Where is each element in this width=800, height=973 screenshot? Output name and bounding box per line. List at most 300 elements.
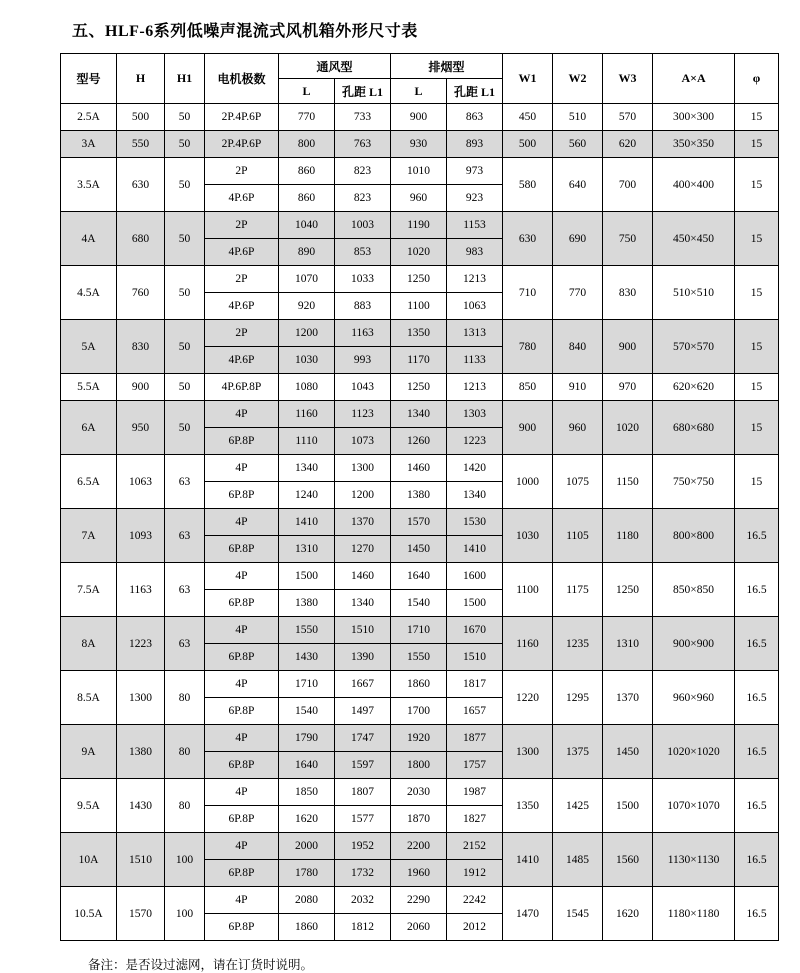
col-header-w1: W1 [503, 54, 553, 104]
cell-vent-hole: 883 [335, 293, 391, 320]
cell-h: 1510 [117, 833, 165, 887]
cell-w2: 560 [553, 131, 603, 158]
table-row [61, 779, 779, 806]
table-row [61, 617, 779, 644]
cell-axa: 450×450 [653, 212, 735, 266]
cell-exhaust-l: 1640 [391, 563, 447, 590]
cell-model: 5.5A [61, 374, 117, 401]
table-row [61, 320, 779, 347]
cell-w1: 1350 [503, 779, 553, 833]
cell-exhaust-l: 930 [391, 131, 447, 158]
cell-h: 500 [117, 104, 165, 131]
cell-vent-l: 1040 [279, 212, 335, 239]
cell-pole: 4P [205, 509, 279, 536]
cell-exhaust-hole: 893 [447, 131, 503, 158]
cell-exhaust-l: 1960 [391, 860, 447, 887]
cell-h: 830 [117, 320, 165, 374]
cell-exhaust-l: 1860 [391, 671, 447, 698]
cell-w3: 1450 [603, 725, 653, 779]
cell-w1: 630 [503, 212, 553, 266]
cell-exhaust-l: 1870 [391, 806, 447, 833]
cell-phi: 16.5 [735, 725, 779, 779]
cell-w1: 1220 [503, 671, 553, 725]
table-row [61, 725, 779, 752]
cell-vent-l: 1380 [279, 590, 335, 617]
cell-exhaust-l: 1170 [391, 347, 447, 374]
cell-exhaust-l: 1250 [391, 374, 447, 401]
cell-h: 1300 [117, 671, 165, 725]
cell-exhaust-l: 1920 [391, 725, 447, 752]
cell-w2: 1075 [553, 455, 603, 509]
cell-model: 2.5A [61, 104, 117, 131]
cell-exhaust-l: 1190 [391, 212, 447, 239]
cell-exhaust-hole: 863 [447, 104, 503, 131]
cell-phi: 16.5 [735, 509, 779, 563]
cell-exhaust-hole: 1757 [447, 752, 503, 779]
cell-vent-hole: 1460 [335, 563, 391, 590]
cell-exhaust-hole: 1313 [447, 320, 503, 347]
cell-axa: 300×300 [653, 104, 735, 131]
spec-table [60, 53, 779, 941]
cell-vent-hole: 1812 [335, 914, 391, 941]
table-row [61, 833, 779, 860]
cell-axa: 750×750 [653, 455, 735, 509]
table-row [61, 158, 779, 185]
cell-h1: 50 [165, 266, 205, 320]
footer-note: 备注：是否设过滤网，请在订货时说明。 [88, 958, 314, 972]
cell-exhaust-hole: 1670 [447, 617, 503, 644]
cell-w3: 620 [603, 131, 653, 158]
cell-exhaust-hole: 1133 [447, 347, 503, 374]
cell-exhaust-l: 1700 [391, 698, 447, 725]
cell-pole: 4P [205, 779, 279, 806]
cell-vent-l: 770 [279, 104, 335, 131]
cell-vent-l: 1030 [279, 347, 335, 374]
cell-vent-l: 1860 [279, 914, 335, 941]
cell-w3: 1020 [603, 401, 653, 455]
cell-axa: 570×570 [653, 320, 735, 374]
cell-pole: 6P.8P [205, 806, 279, 833]
cell-vent-l: 1080 [279, 374, 335, 401]
cell-vent-hole: 1390 [335, 644, 391, 671]
cell-exhaust-hole: 1600 [447, 563, 503, 590]
table-row [61, 455, 779, 482]
cell-pole: 6P.8P [205, 482, 279, 509]
cell-w1: 850 [503, 374, 553, 401]
cell-vent-hole: 2032 [335, 887, 391, 914]
cell-vent-l: 1550 [279, 617, 335, 644]
cell-pole: 6P.8P [205, 644, 279, 671]
cell-axa: 400×400 [653, 158, 735, 212]
cell-phi: 16.5 [735, 887, 779, 941]
cell-model: 7.5A [61, 563, 117, 617]
cell-exhaust-l: 1020 [391, 239, 447, 266]
table-row [61, 212, 779, 239]
table-header [61, 54, 779, 104]
cell-w3: 1370 [603, 671, 653, 725]
cell-vent-hole: 853 [335, 239, 391, 266]
cell-pole: 4P.6P [205, 293, 279, 320]
table-row [61, 887, 779, 914]
cell-pole: 4P.6P [205, 185, 279, 212]
cell-model: 6.5A [61, 455, 117, 509]
cell-vent-l: 1640 [279, 752, 335, 779]
cell-h1: 50 [165, 401, 205, 455]
cell-w1: 1410 [503, 833, 553, 887]
cell-vent-l: 1710 [279, 671, 335, 698]
cell-pole: 4P.6P [205, 347, 279, 374]
cell-phi: 15 [735, 374, 779, 401]
cell-exhaust-l: 1800 [391, 752, 447, 779]
cell-model: 5A [61, 320, 117, 374]
cell-pole: 4P [205, 455, 279, 482]
cell-vent-l: 1340 [279, 455, 335, 482]
cell-exhaust-hole: 1912 [447, 860, 503, 887]
cell-pole: 4P [205, 833, 279, 860]
col-header-vent-hole: 孔距 L1 [335, 79, 391, 104]
cell-exhaust-hole: 1063 [447, 293, 503, 320]
cell-vent-hole: 1043 [335, 374, 391, 401]
cell-pole: 6P.8P [205, 860, 279, 887]
cell-axa: 620×620 [653, 374, 735, 401]
cell-exhaust-hole: 1153 [447, 212, 503, 239]
cell-exhaust-hole: 1500 [447, 590, 503, 617]
cell-exhaust-hole: 923 [447, 185, 503, 212]
cell-w2: 1545 [553, 887, 603, 941]
cell-vent-hole: 993 [335, 347, 391, 374]
col-header-vent-group: 通风型 [279, 54, 391, 79]
cell-h: 900 [117, 374, 165, 401]
cell-pole: 4P.6P [205, 239, 279, 266]
cell-w3: 1150 [603, 455, 653, 509]
cell-vent-hole: 1732 [335, 860, 391, 887]
cell-axa: 800×800 [653, 509, 735, 563]
cell-w1: 1000 [503, 455, 553, 509]
cell-exhaust-l: 1010 [391, 158, 447, 185]
cell-w1: 1030 [503, 509, 553, 563]
cell-exhaust-hole: 1657 [447, 698, 503, 725]
cell-phi: 16.5 [735, 833, 779, 887]
cell-exhaust-l: 1260 [391, 428, 447, 455]
table-row [61, 131, 779, 158]
cell-w2: 910 [553, 374, 603, 401]
cell-exhaust-hole: 2012 [447, 914, 503, 941]
cell-vent-hole: 733 [335, 104, 391, 131]
cell-phi: 16.5 [735, 617, 779, 671]
cell-h: 1570 [117, 887, 165, 941]
cell-exhaust-l: 1460 [391, 455, 447, 482]
cell-vent-hole: 823 [335, 158, 391, 185]
cell-w2: 1485 [553, 833, 603, 887]
page-title: 五、HLF-6系列低噪声混流式风机箱外形尺寸表 [72, 23, 418, 40]
cell-h1: 50 [165, 104, 205, 131]
cell-h: 1093 [117, 509, 165, 563]
cell-exhaust-l: 2200 [391, 833, 447, 860]
cell-axa: 1020×1020 [653, 725, 735, 779]
cell-phi: 16.5 [735, 671, 779, 725]
cell-vent-l: 2080 [279, 887, 335, 914]
cell-vent-hole: 823 [335, 185, 391, 212]
cell-exhaust-hole: 1410 [447, 536, 503, 563]
cell-exhaust-hole: 1213 [447, 374, 503, 401]
cell-vent-l: 1790 [279, 725, 335, 752]
cell-vent-hole: 1497 [335, 698, 391, 725]
cell-w3: 570 [603, 104, 653, 131]
cell-vent-l: 1430 [279, 644, 335, 671]
cell-w1: 710 [503, 266, 553, 320]
cell-pole: 6P.8P [205, 536, 279, 563]
cell-vent-l: 1310 [279, 536, 335, 563]
table-row [61, 401, 779, 428]
cell-pole: 2P [205, 266, 279, 293]
cell-vent-l: 860 [279, 158, 335, 185]
table-row [61, 671, 779, 698]
cell-vent-l: 1160 [279, 401, 335, 428]
cell-vent-l: 2000 [279, 833, 335, 860]
cell-h1: 80 [165, 725, 205, 779]
cell-model: 4A [61, 212, 117, 266]
cell-h1: 63 [165, 509, 205, 563]
cell-vent-l: 1780 [279, 860, 335, 887]
cell-phi: 15 [735, 455, 779, 509]
cell-vent-l: 1110 [279, 428, 335, 455]
cell-model: 10.5A [61, 887, 117, 941]
cell-vent-hole: 1577 [335, 806, 391, 833]
cell-w2: 1105 [553, 509, 603, 563]
col-header-w2: W2 [553, 54, 603, 104]
cell-w3: 1250 [603, 563, 653, 617]
cell-w3: 1310 [603, 617, 653, 671]
cell-w2: 1175 [553, 563, 603, 617]
table-row [61, 266, 779, 293]
cell-pole: 2P [205, 212, 279, 239]
cell-pole: 4P.6P.8P [205, 374, 279, 401]
cell-pole: 4P [205, 887, 279, 914]
col-header-h1: H1 [165, 54, 205, 104]
cell-exhaust-hole: 1827 [447, 806, 503, 833]
cell-vent-hole: 1597 [335, 752, 391, 779]
cell-w2: 510 [553, 104, 603, 131]
cell-pole: 2P [205, 158, 279, 185]
cell-vent-hole: 1370 [335, 509, 391, 536]
cell-w3: 970 [603, 374, 653, 401]
cell-w3: 1560 [603, 833, 653, 887]
cell-h1: 100 [165, 887, 205, 941]
cell-w1: 1100 [503, 563, 553, 617]
table-body [61, 104, 779, 941]
cell-exhaust-l: 2060 [391, 914, 447, 941]
col-header-model: 型号 [61, 54, 117, 104]
cell-h1: 63 [165, 617, 205, 671]
cell-exhaust-l: 1540 [391, 590, 447, 617]
cell-exhaust-hole: 983 [447, 239, 503, 266]
cell-h1: 63 [165, 455, 205, 509]
cell-h: 1430 [117, 779, 165, 833]
cell-exhaust-l: 1350 [391, 320, 447, 347]
col-header-exhaust-hole: 孔距 L1 [447, 79, 503, 104]
cell-w1: 580 [503, 158, 553, 212]
col-header-h: H [117, 54, 165, 104]
cell-w2: 840 [553, 320, 603, 374]
cell-exhaust-hole: 1213 [447, 266, 503, 293]
cell-vent-hole: 1003 [335, 212, 391, 239]
cell-vent-l: 1240 [279, 482, 335, 509]
cell-phi: 15 [735, 131, 779, 158]
cell-exhaust-l: 1380 [391, 482, 447, 509]
cell-exhaust-hole: 1817 [447, 671, 503, 698]
cell-exhaust-hole: 1510 [447, 644, 503, 671]
cell-w2: 1425 [553, 779, 603, 833]
cell-phi: 15 [735, 266, 779, 320]
cell-vent-l: 1850 [279, 779, 335, 806]
cell-model: 7A [61, 509, 117, 563]
col-header-exhaust-l: L [391, 79, 447, 104]
cell-exhaust-hole: 2242 [447, 887, 503, 914]
cell-h: 1163 [117, 563, 165, 617]
cell-h: 950 [117, 401, 165, 455]
cell-vent-l: 1620 [279, 806, 335, 833]
cell-exhaust-hole: 2152 [447, 833, 503, 860]
cell-exhaust-l: 1570 [391, 509, 447, 536]
col-header-vent-l: L [279, 79, 335, 104]
cell-pole: 6P.8P [205, 698, 279, 725]
cell-axa: 510×510 [653, 266, 735, 320]
cell-h: 1223 [117, 617, 165, 671]
cell-w1: 450 [503, 104, 553, 131]
cell-h1: 50 [165, 320, 205, 374]
cell-vent-hole: 1747 [335, 725, 391, 752]
cell-w3: 1180 [603, 509, 653, 563]
cell-phi: 15 [735, 401, 779, 455]
cell-vent-hole: 763 [335, 131, 391, 158]
cell-h1: 80 [165, 671, 205, 725]
cell-exhaust-hole: 1303 [447, 401, 503, 428]
cell-h1: 50 [165, 212, 205, 266]
cell-h1: 50 [165, 158, 205, 212]
cell-vent-hole: 1270 [335, 536, 391, 563]
cell-vent-hole: 1300 [335, 455, 391, 482]
cell-w3: 700 [603, 158, 653, 212]
cell-model: 3A [61, 131, 117, 158]
cell-phi: 15 [735, 320, 779, 374]
cell-vent-l: 1540 [279, 698, 335, 725]
cell-w1: 780 [503, 320, 553, 374]
cell-vent-hole: 1667 [335, 671, 391, 698]
cell-model: 10A [61, 833, 117, 887]
cell-phi: 15 [735, 158, 779, 212]
cell-axa: 350×350 [653, 131, 735, 158]
cell-w1: 900 [503, 401, 553, 455]
cell-h1: 100 [165, 833, 205, 887]
cell-h1: 63 [165, 563, 205, 617]
cell-w3: 830 [603, 266, 653, 320]
cell-model: 8.5A [61, 671, 117, 725]
cell-h: 1380 [117, 725, 165, 779]
cell-h1: 80 [165, 779, 205, 833]
cell-phi: 16.5 [735, 563, 779, 617]
cell-exhaust-l: 1450 [391, 536, 447, 563]
cell-vent-hole: 1073 [335, 428, 391, 455]
cell-exhaust-hole: 1420 [447, 455, 503, 482]
cell-vent-l: 920 [279, 293, 335, 320]
cell-h: 760 [117, 266, 165, 320]
cell-vent-l: 860 [279, 185, 335, 212]
cell-pole: 4P [205, 401, 279, 428]
cell-axa: 1070×1070 [653, 779, 735, 833]
cell-vent-hole: 1200 [335, 482, 391, 509]
cell-pole: 4P [205, 617, 279, 644]
cell-w3: 1620 [603, 887, 653, 941]
cell-w3: 1500 [603, 779, 653, 833]
cell-w2: 960 [553, 401, 603, 455]
cell-pole: 2P.4P.6P [205, 131, 279, 158]
cell-exhaust-hole: 973 [447, 158, 503, 185]
cell-exhaust-hole: 1530 [447, 509, 503, 536]
cell-phi: 15 [735, 104, 779, 131]
cell-exhaust-l: 1340 [391, 401, 447, 428]
cell-w1: 1470 [503, 887, 553, 941]
cell-h: 550 [117, 131, 165, 158]
col-header-phi: φ [735, 54, 779, 104]
cell-vent-hole: 1807 [335, 779, 391, 806]
cell-pole: 4P [205, 671, 279, 698]
cell-h1: 50 [165, 374, 205, 401]
cell-w2: 1295 [553, 671, 603, 725]
cell-w1: 1160 [503, 617, 553, 671]
cell-exhaust-l: 2030 [391, 779, 447, 806]
cell-pole: 6P.8P [205, 428, 279, 455]
cell-vent-hole: 1510 [335, 617, 391, 644]
cell-vent-l: 1410 [279, 509, 335, 536]
cell-w3: 900 [603, 320, 653, 374]
col-header-exhaust-group: 排烟型 [391, 54, 503, 79]
cell-h: 630 [117, 158, 165, 212]
cell-exhaust-hole: 1340 [447, 482, 503, 509]
cell-exhaust-l: 900 [391, 104, 447, 131]
cell-pole: 6P.8P [205, 752, 279, 779]
cell-model: 6A [61, 401, 117, 455]
cell-exhaust-l: 1550 [391, 644, 447, 671]
cell-pole: 4P [205, 725, 279, 752]
col-header-axa: A×A [653, 54, 735, 104]
cell-model: 9.5A [61, 779, 117, 833]
cell-pole: 6P.8P [205, 590, 279, 617]
cell-pole: 2P [205, 320, 279, 347]
cell-h: 680 [117, 212, 165, 266]
table-header-row-1 [61, 54, 779, 79]
cell-w2: 1375 [553, 725, 603, 779]
cell-exhaust-l: 1100 [391, 293, 447, 320]
cell-exhaust-l: 960 [391, 185, 447, 212]
cell-w1: 1300 [503, 725, 553, 779]
cell-pole: 4P [205, 563, 279, 590]
cell-model: 8A [61, 617, 117, 671]
cell-w2: 690 [553, 212, 603, 266]
cell-vent-l: 890 [279, 239, 335, 266]
cell-w3: 750 [603, 212, 653, 266]
cell-exhaust-hole: 1877 [447, 725, 503, 752]
cell-vent-hole: 1033 [335, 266, 391, 293]
cell-w2: 640 [553, 158, 603, 212]
col-header-pole: 电机极数 [205, 54, 279, 104]
cell-phi: 16.5 [735, 779, 779, 833]
cell-vent-l: 1200 [279, 320, 335, 347]
cell-vent-hole: 1952 [335, 833, 391, 860]
table-row [61, 374, 779, 401]
cell-exhaust-hole: 1223 [447, 428, 503, 455]
cell-axa: 1180×1180 [653, 887, 735, 941]
table-row [61, 104, 779, 131]
